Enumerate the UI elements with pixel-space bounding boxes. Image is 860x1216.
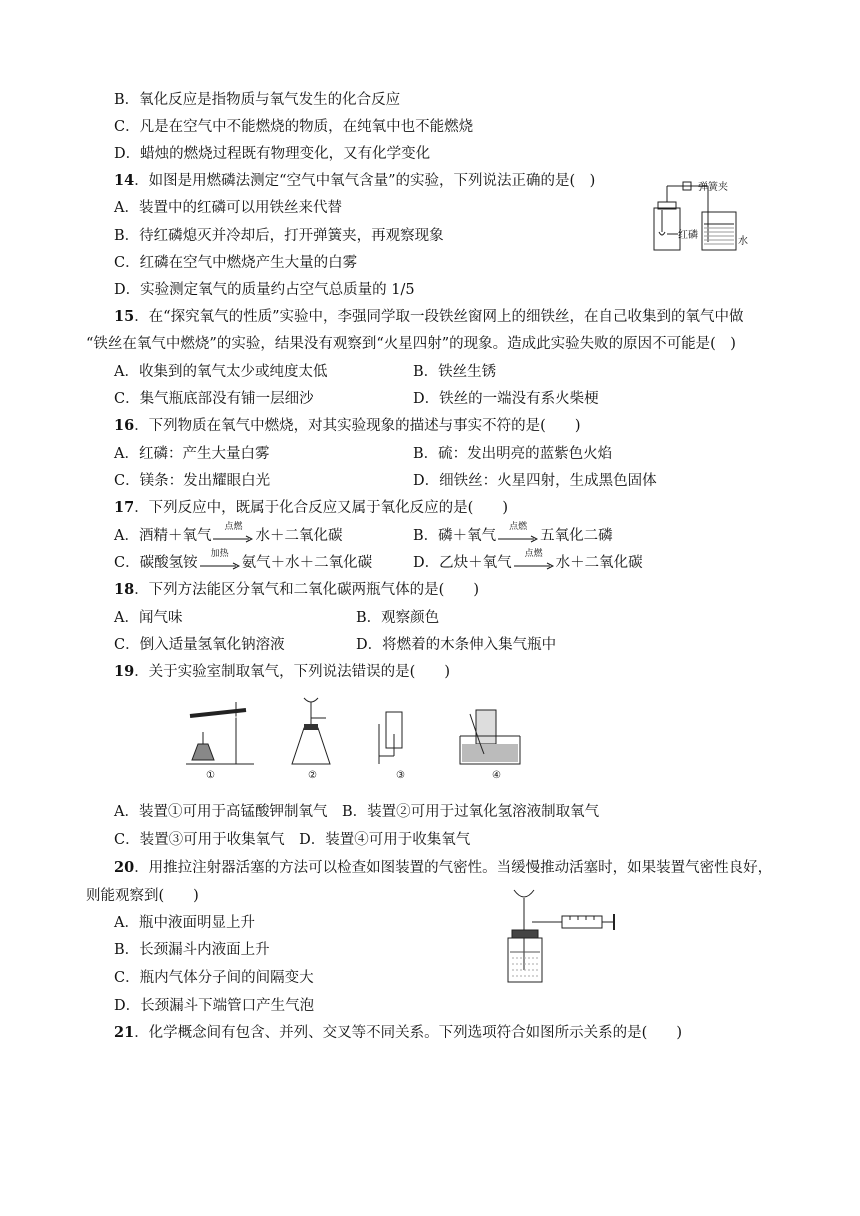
q18-option-a: A．闻气味 bbox=[114, 610, 183, 626]
q17-a-arrow bbox=[213, 522, 253, 543]
q19-apparatus-figure bbox=[176, 694, 536, 784]
q20-stem bbox=[114, 858, 772, 878]
q18-option-c: C．倒入适量氢氧化钠溶液 bbox=[114, 637, 285, 653]
q17-b-condition: 点燃 bbox=[509, 522, 528, 532]
q14-option-d: D．实验测定氧气的质量约占空气总质量的 1/5 bbox=[114, 282, 415, 298]
q17-option-d bbox=[413, 549, 643, 573]
q16-option-d: D．细铁丝：火星四射，生成黑色固体 bbox=[413, 473, 657, 489]
q16-option-c: C．镁条：发出耀眼白光 bbox=[114, 473, 271, 489]
q13-option-b: B．氧化反应是指物质与氧气发生的化合反应 bbox=[114, 92, 401, 108]
q15-stem-line-2: “铁丝在氧气中燃烧”的实验，结果没有观察到“火星四射”的现象。造成此实验失败的原因不可能是( ) bbox=[86, 336, 736, 352]
q20-option-d: D．长颈漏斗下端管口产生气泡 bbox=[114, 998, 315, 1014]
q17-b-arrow bbox=[498, 522, 538, 543]
q14-number: 14 bbox=[114, 172, 135, 189]
q17-stem-text: ．下列反应中，既属于化合反应又属于氧化反应的是( ) bbox=[134, 500, 508, 516]
q19-fig-label-2: ② bbox=[308, 770, 317, 781]
q17-a-reactants: A．酒精＋氧气 bbox=[114, 528, 212, 544]
q17-c-arrow bbox=[200, 549, 240, 570]
q17-option-b bbox=[413, 522, 613, 546]
q17-d-reactants: D．乙炔＋氧气 bbox=[413, 555, 512, 571]
q18-stem-text: ．下列方法能区分氧气和二氧化碳两瓶气体的是( ) bbox=[134, 582, 479, 598]
q13-option-c: C．凡是在空气中不能燃烧的物质，在纯氧中也不能燃烧 bbox=[114, 119, 474, 135]
q18-stem bbox=[114, 580, 479, 600]
q15-option-c: C．集气瓶底部没有铺一层细沙 bbox=[114, 391, 314, 407]
q20-number: 20 bbox=[114, 859, 135, 876]
q19-options-cd: C．装置③可用于收集氧气 D．装置④可用于收集氧气 bbox=[114, 832, 471, 848]
q14-fig-label-clamp: 弹簧夹 bbox=[698, 182, 728, 193]
q18-number: 18 bbox=[114, 581, 135, 598]
q15-stem-text-1: ．在“探究氧气的性质”实验中，李强同学取一段铁丝窗网上的细铁丝，在自己收集到的氧气中做 bbox=[134, 309, 744, 325]
q21-stem-text: ．化学概念间有包含、并列、交叉等不同关系。下列选项符合如图所示关系的是( ) bbox=[134, 1025, 682, 1041]
q14-fig-label-phosphorus: 红磷 bbox=[678, 230, 698, 241]
q17-d-arrow bbox=[514, 549, 554, 570]
q17-a-products: 水＋二氧化碳 bbox=[255, 528, 343, 544]
q16-stem-text: ．下列物质在氧气中燃烧，对其实验现象的描述与事实不符的是( ) bbox=[134, 418, 581, 434]
q16-stem bbox=[114, 416, 581, 436]
q20-option-a: A．瓶中液面明显上升 bbox=[114, 915, 255, 931]
q15-stem bbox=[114, 307, 744, 327]
q21-number: 21 bbox=[114, 1024, 135, 1041]
q20-stem-line-2: 则能观察到( ) bbox=[86, 888, 199, 904]
q17-number: 17 bbox=[114, 499, 135, 516]
q18-option-b: B．观察颜色 bbox=[356, 610, 440, 626]
arrow-icon bbox=[498, 535, 538, 543]
q18-option-d: D．将燃着的木条伸入集气瓶中 bbox=[356, 637, 557, 653]
q14-stem bbox=[114, 171, 595, 191]
q14-stem-text: ．如图是用燃磷法测定“空气中氧气含量”的实验，下列说法正确的是( ) bbox=[134, 173, 596, 189]
q17-c-products: 氨气＋水＋二氧化碳 bbox=[241, 555, 373, 571]
arrow-icon bbox=[200, 562, 240, 570]
q21-stem bbox=[114, 1023, 682, 1043]
q15-option-b: B．铁丝生锈 bbox=[413, 364, 497, 380]
q14-option-a: A．装置中的红磷可以用铁丝来代替 bbox=[114, 200, 342, 216]
q19-stem bbox=[114, 662, 450, 682]
q19-stem-text: ．关于实验室制取氧气，下列说法错误的是( ) bbox=[134, 664, 450, 680]
q20-option-b: B．长颈漏斗内液面上升 bbox=[114, 942, 270, 958]
q16-number: 16 bbox=[114, 417, 135, 434]
q17-b-products: 五氧化二磷 bbox=[540, 528, 613, 544]
q17-c-reactants: C．碳酸氢铵 bbox=[114, 555, 198, 571]
q20-stem-text-1: ．用推拉注射器活塞的方法可以检查如图装置的气密性。当缓慢推动活塞时，如果装置气密性良好， bbox=[134, 860, 773, 876]
q19-fig-label-3: ③ bbox=[396, 770, 405, 781]
arrow-icon bbox=[213, 535, 253, 543]
q17-d-products: 水＋二氧化碳 bbox=[555, 555, 643, 571]
q17-b-reactants: B．磷＋氧气 bbox=[413, 528, 497, 544]
arrow-icon bbox=[514, 562, 554, 570]
q17-stem bbox=[114, 498, 508, 518]
q17-option-a bbox=[114, 522, 343, 546]
q17-a-condition: 点燃 bbox=[224, 522, 243, 532]
q15-option-d: D．铁丝的一端没有系火柴梗 bbox=[413, 391, 599, 407]
q14-option-c: C．红磷在空气中燃烧产生大量的白雾 bbox=[114, 255, 358, 271]
q17-c-condition: 加热 bbox=[210, 549, 229, 559]
q19-fig-label-1: ① bbox=[206, 770, 215, 781]
q20-airtightness-apparatus-figure bbox=[496, 886, 620, 986]
q14-fig-label-water: 水 bbox=[738, 236, 748, 247]
q20-option-c: C．瓶内气体分子间的间隔变大 bbox=[114, 970, 314, 986]
q14-phosphorus-apparatus-figure bbox=[646, 172, 766, 256]
q17-option-c bbox=[114, 549, 373, 573]
q15-option-a: A．收集到的氧气太少或纯度太低 bbox=[114, 364, 328, 380]
q13-option-d: D．蜡烛的燃烧过程既有物理变化，又有化学变化 bbox=[114, 146, 431, 162]
q15-number: 15 bbox=[114, 308, 135, 325]
q19-options-ab: A．装置①可用于高锰酸钾制氧气 B．装置②可用于过氧化氢溶液制取氧气 bbox=[114, 804, 600, 820]
q16-option-b: B．硫：发出明亮的蓝紫色火焰 bbox=[413, 446, 613, 462]
q14-option-b: B．待红磷熄灭并冷却后，打开弹簧夹，再观察现象 bbox=[114, 228, 444, 244]
q19-fig-label-4: ④ bbox=[492, 770, 501, 781]
q17-d-condition: 点燃 bbox=[524, 549, 543, 559]
q16-option-a: A．红磷：产生大量白雾 bbox=[114, 446, 270, 462]
q19-number: 19 bbox=[114, 663, 135, 680]
